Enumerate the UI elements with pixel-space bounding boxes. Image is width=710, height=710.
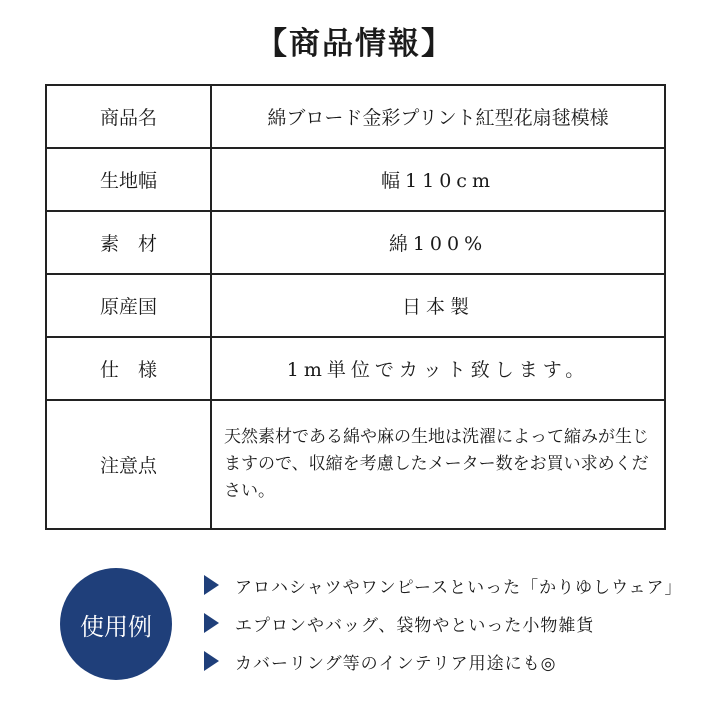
usage-badge: 使用例 [60, 568, 172, 680]
usage-list [204, 566, 704, 680]
list-item [204, 566, 704, 604]
table-row-product-name [46, 85, 665, 148]
row-label: 素 材 [46, 211, 211, 274]
row-value: 1m単位でカット致します。 [211, 337, 665, 400]
list-item [204, 642, 704, 680]
usage-item-text: エプロンやバッグ、袋物やといった小物雑貨 [235, 615, 595, 636]
row-label: 注意点 [46, 400, 211, 529]
row-label: 商品名 [46, 85, 211, 148]
table-row-notes [46, 400, 665, 529]
row-value: 天然素材である綿や麻の生地は洗濯によって縮みが生じますので、収縮を考慮したメーター数をお買い求めください。 [211, 400, 665, 529]
triangle-right-icon [204, 575, 219, 595]
usage-item-text: アロハシャツやワンピースといった「かりゆしウェア」 [235, 577, 683, 598]
list-item [204, 604, 704, 642]
row-label: 生地幅 [46, 148, 211, 211]
table-row-material [46, 211, 665, 274]
page-title: 【商品情報】 [256, 26, 454, 62]
row-label: 原産国 [46, 274, 211, 337]
row-label: 仕 様 [46, 337, 211, 400]
row-value: 綿100% [211, 211, 665, 274]
product-info-table [45, 84, 666, 530]
row-value: 日本製 [211, 274, 665, 337]
triangle-right-icon [204, 651, 219, 671]
table-row-fabric-width [46, 148, 665, 211]
row-value: 幅110cm [211, 148, 665, 211]
triangle-right-icon [204, 613, 219, 633]
usage-item-text: カバーリング等のインテリア用途にも◎ [235, 653, 557, 674]
table-row-spec [46, 337, 665, 400]
table-row-origin [46, 274, 665, 337]
row-value: 綿ブロード金彩プリント紅型花扇毬模様 [211, 85, 665, 148]
